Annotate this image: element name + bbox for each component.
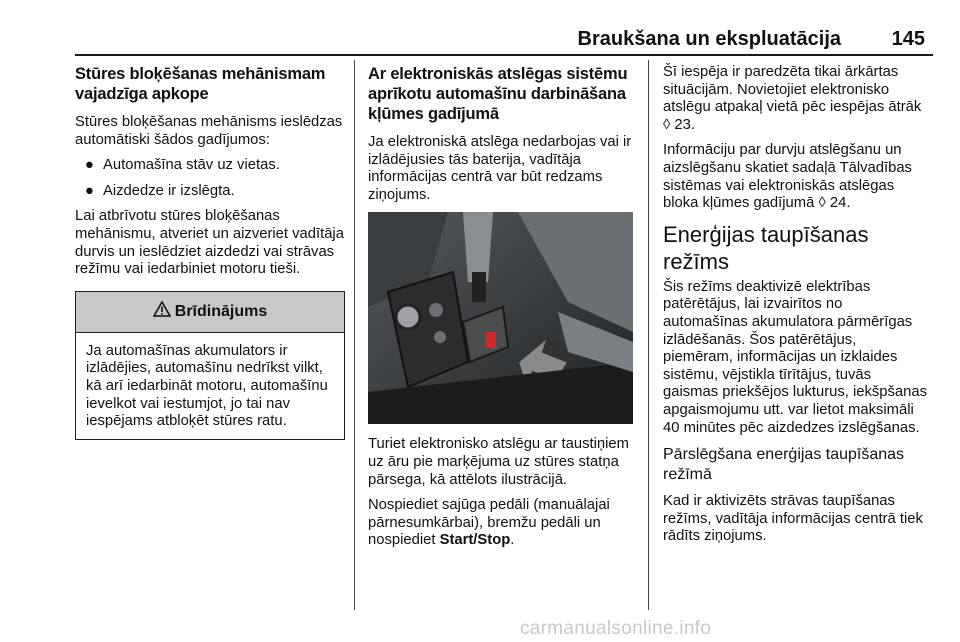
watermark: carmanualsonline.info [520,618,712,639]
illustration-photo [368,212,633,424]
header-title: Braukšana un ekspluatācija [577,28,841,50]
column-middle [368,64,633,558]
column-right [663,64,928,554]
page-header [75,0,933,56]
start-stop-label: Start/Stop [439,532,511,549]
paragraph: Stūres bloķēšanas mehānisms ieslēdzas automātiski šādos gadījumos: [75,114,343,148]
list-item: ● Automašīna stāv uz vietas. [85,157,280,174]
main-heading: Enerģijas taupīšanas režīms [663,221,869,274]
column-divider [354,60,355,610]
image-caption: Turiet elektronisko atslēgu ar taustiņiem uz āru pie marķējuma uz stūres statņa pārsega, kā attēlots ilustrācijā. [368,436,629,488]
warning-header [76,292,344,333]
paragraph: Kad ir aktivizēts strāvas taupīšanas režīms, vadītāja informācijas centrā tiek rādīts ziņojums. [663,493,923,545]
bullet-icon: ● [85,182,94,199]
paragraph: Nospiediet sajūga pedāli (manuālajai pārnesumkārbai), bremžu pedāli un nospiediet Start/Stop. [368,497,610,549]
sub-heading: Pārslēgšana enerģijas taupīšanas režīmā [663,446,905,484]
section-heading: Ar elektroniskās atslēgas sistēmu aprīkotu automašīnu darbināšana kļūmes gadījumā [368,65,628,123]
paragraph: Šis režīms deaktivizē elektrības patērētājus, lai izvairītos no automašīnas akumulatora pārmērīgas izlādēšanās. Šos patērētājus, piemēram, informācijas un izklaides sistēmu, vējstikla tīrītājus, tuvās gaismas priekšējos lukturus, iekšpšanas apgaismojumu utt. var lietot maksimāli 40 minūtes pēc aizdedzes izslēgšanas. [663,278,927,436]
column-divider [648,60,649,610]
warning-title: Brīdinājums [174,302,268,320]
list-item: ● Aizdedze ir izslēgta. [85,182,235,199]
bullet-icon: ● [85,157,94,174]
page-number: 145 [891,28,925,50]
paragraph: Lai atbrīvotu stūres bloķēšanas mehānismu, atveriet un aizveriet vadītāja durvis un ieslēdziet aizdedzi vai strāvas režīmu vai iedarbiniet motoru tieši. [75,208,344,278]
warning-box [75,291,345,440]
paragraph: Ja elektroniskā atslēga nedarbojas vai ir izlādējusies tās baterija, vadītāja informācijas centrā var būt redzams ziņojums. [368,134,632,203]
section-heading: Stūres bloķēšanas mehānismam vajadzīga apkope [75,65,326,103]
warning-icon [153,301,171,322]
paragraph: Šī iespēja ir paredzēta tikai ārkārtas situācijām. Novietojiet elektronisko atslēgu atpakaļ vietā pēc iespējas ātrāk ◊ 23. [663,64,922,133]
bullet-list [75,157,345,200]
column-left [75,64,345,440]
paragraph: Informāciju par durvju atslēgšanu un aizslēgšanu skatiet sadaļā Tālvadības sistēmas vai elektroniskās atslēgas bloka kļūmes gadījumā ◊ 24. [663,142,912,212]
warning-text: Ja automašīnas akumulators ir izlādējies, automašīnu nedrīkst vilkt, kā arī iedarbināt motoru, automašīnu ievelkot vai iestumjot, jo tai nav iespējams atbloķēt stūres ratu. [86,342,328,430]
